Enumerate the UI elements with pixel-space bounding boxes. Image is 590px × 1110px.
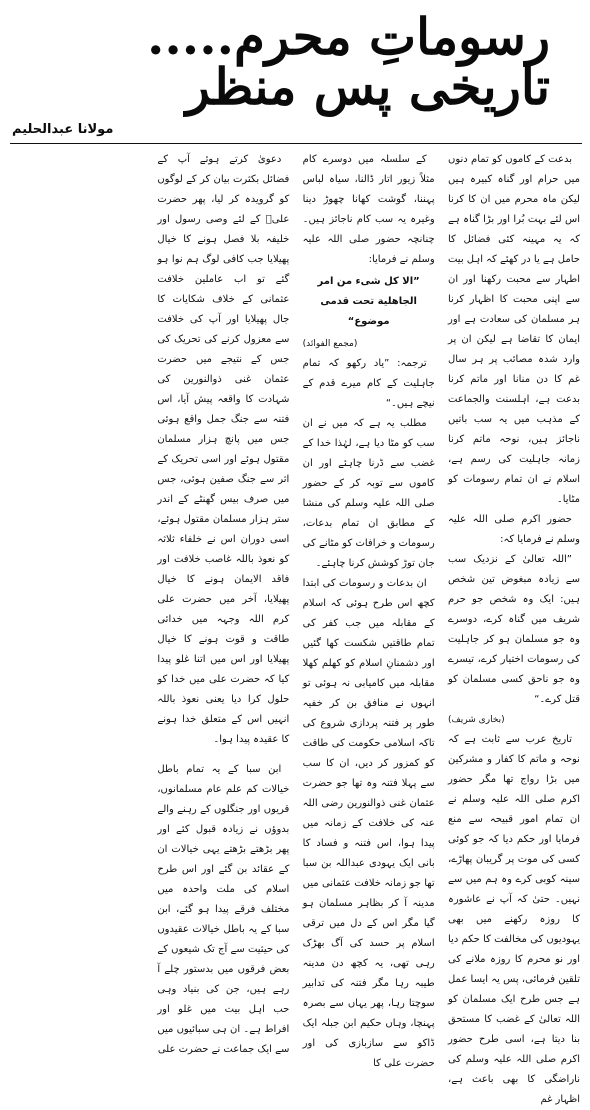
translation: ترجمہ: ”یاد رکھو کہ تمام جاہلیت کے کام میرے قدم کے نیچے ہیں۔“ (302, 358, 435, 409)
quote-reference: (مجمع الفوائد) (302, 339, 358, 349)
hadith-reference: (بخاری شریف) (447, 715, 505, 725)
headline-divider (10, 143, 582, 144)
author-byline: مولانا عبدالحلیم (12, 122, 114, 137)
paragraph: تاریخ عرب سے ثابت ہے کہ نوحہ و ماتم کا کفار و مشرکین میں بڑا رواج تھا مگر حضور اکرم صلی اللہ علیہ وسلم نے ان تمام امور قبیحہ سے منع فرمایا اور حکم دیا کہ جو کوئی کسی کی موت پر گریبان پھاڑے، سینہ کوبی کرے وہ ہم میں سے نہیں۔ حتیٰ کہ آپ نے عاشورہ کا روزہ رکھنے میں بھی یہودیوں کی مخالفت کا حکم دیا اور نو محرم کا روزہ ملانے کی تلقین فرمائی، پس یہ ایسا عمل ہے جس طرح ایک مسلمان کو اللہ تعالیٰ کے غضب کا مستحق بنا دیتا ہے، اسی طرح حضور اکرم صلی اللہ علیہ وسلم کی ناراضگی کا بھی باعث ہے، اظہار غم (447, 734, 580, 1105)
column-1 (447, 150, 580, 1105)
hadith-quote: ”اللہ تعالیٰ کے نزدیک سب سے زیادہ مبغوض تین شخص ہیں: ایک وہ شخص جو حرم شریف میں گناہ کرے، دوسرے وہ جو مسلمان ہو کر جاہلیت کی رسومات اختیار کرے، تیسرے وہ جو ناحق کسی مسلمان کو قتل کرے۔“ (447, 554, 580, 705)
article-columns (12, 150, 580, 1105)
paragraph: مطلب یہ ہے کہ میں نے ان سب کو مٹا دیا ہے، لہٰذا خدا کے غضب سے ڈرنا چاہئے اور ان کاموں سے توبہ کر کے حضور صلی اللہ علیہ وسلم کی منشا کے مطابق ان تمام بدعات، رسومات و خرافات کو مٹانے کی جان توڑ کوشش کرنا چاہئے۔ (302, 418, 435, 569)
column-2 (302, 150, 435, 1069)
paragraph: حضور اکرم صلی اللہ علیہ وسلم نے فرمایا کہ: (447, 514, 580, 545)
paragraph: دعویٰ کرتے ہوئے آپ کے فضائل بکثرت بیان کر کے لوگوں کو گرویدہ کر لیا، پھر حضرت علیؓ کے لئے وصی رسول اور خلیفہ بلا فصل ہونے کا خیال پھیلایا جب کافی لوگ ہم نوا ہو گئے تو اب عاملین خلافت عثمانی کے خلاف شکایات کا جال پھیلایا اور آپ کی خلافت سے معزول کرنے کی تحریک کی جس کے نتیجے میں حضرت عثمان غنی ذوالنورین کی شہادت کا واقعہ پیش آیا، اس فتنہ سے جنگ جمل واقع ہوئی جس میں پانچ ہزار مسلمان مقتول ہوئے اور اسی تحریک کے اثر سے جنگ صفین ہوئی، جس میں صرف بیس گھنٹے کے اندر ستر ہزار مسلمان مقتول ہوئے، اسی دوران اس نے خلفاء ثلاثہ کو نعوذ باللہ غاصب خلافت اور فاقد الایمان ہونے کا خیال پھیلایا، آخر میں حضرت علی کرم اللہ وجہہ میں خدائی طاقت و قوت ہونے کا خیال پھیلایا اور اس میں اتنا غلو پیدا کیا کہ حضرت علی میں خدا کو حلول کرا دیا یعنی نعوذ باللہ انہیں اس کے متعلق خدا ہونے کا عقیدہ پیدا ہوا۔ (157, 154, 290, 745)
column-4 (12, 150, 144, 795)
paragraph: کے سلسلہ میں دوسرے کام مثلاً زیور اتار ڈالنا، سیاہ لباس پہننا، گوشت کھانا چھوڑ دینا وغیرہ یہ سب کام ناجائز ہیں۔ چنانچہ حضور صلی اللہ علیہ وسلم نے فرمایا: (302, 154, 435, 265)
paragraph: ان بدعات و رسومات کی ابتدا کچھ اس طرح ہوئی کہ اسلام کے مقابلہ میں جب کفر کی تمام طاقتیں شکست کھا گئیں اور دشمنانِ اسلام کو کھلم کھلا مقابلہ میں کامیابی نہ ہوئی تو انہوں نے منافق بن کر خفیہ طور پر فتنہ پردازی شروع کی تاکہ اسلامی حکومت کی طاقت کو کمزور کر دیں، ان کا سب سے پہلا فتنہ وہ تھا جو حضرت عثمان غنی ذوالنورین رضی اللہ عنہ کی خلافت کے زمانہ میں پیدا ہوا، اس فتنہ و فساد کا بانی ایک یہودی عبداللہ بن سبا تھا جو زمانہ خلافت عثمانی میں مدینہ آ کر بظاہر مسلمان ہو گیا مگر اس کے دل میں ترقی اسلام پر حسد کی آگ بھڑک رہی تھی، یہ کچھ دن مدینہ طیبہ رہا مگر فتنہ کی تدابیر سوچتا رہا، پھر یہاں سے بصرہ پہنچا، وہاں حکیم ابن جبلہ ایک ڈاکو سے سازبازی کی اور حضرت علی کا (302, 578, 435, 1069)
article-headline: رسوماتِ محرم..... تاریخی پس منظر (146, 7, 550, 116)
paragraph: ابن سبا کے یہ تمام باطل خیالات کم علم عام مسلمانوں، قریوں اور جنگلوں کے رہنے والے بدوؤں نے زیادہ قبول کئے اور پھر بڑھتے بڑھتے یہی خیالات ان کے عقائد بن گئے اور اس طرح اسلام کی ملت واحدہ میں مختلف فرقے پیدا ہو گئے، ابن سبا کے یہ باطل خیالات عقیدوں کی حیثیت سے آج تک شیعوں کے بعض فرقوں میں بدستور چلے آ رہے ہیں، جن کی بنیاد وہی حب اہل بیت میں غلو اور افراط ہے۔ ان ہی سبائیوں میں سے ایک جماعت نے حضرت علی (157, 764, 290, 1055)
arabic-quote: ”الا کل شیء من امر الجاهلية تحت قدمی موضوع“ (317, 276, 420, 327)
paragraph: بدعت کے کاموں کو تمام دنوں میں حرام اور گناہ کبیرہ ہیں لیکن ماہ محرم میں ان کا کرنا اس لئے بہت بُرا اور بڑا گناہ ہے کہ یہ مہینہ کئی فضائل کا حامل ہے یا در کھئے کہ اہل بیت اطہار سے محبت رکھنا اور ان سے اپنی محبت کا اظہار کرنا ہر مسلمان کی سعادت ہے اور ایمان کا تقاضا ہے لیکن ان پر وارد شدہ مصائب پر ہر سال غم کا دن منانا اور ماتم کرنا بدعت ہے، اہلسنت والجماعت کے مذہب میں یہ سب باتیں ناجائز ہیں، نوحہ ماتم کرنا زمانہ جاہلیت کی رسم ہے، اسلام نے ان تمام رسومات کو مٹایا۔ (447, 154, 580, 505)
column-3 (157, 150, 290, 1055)
